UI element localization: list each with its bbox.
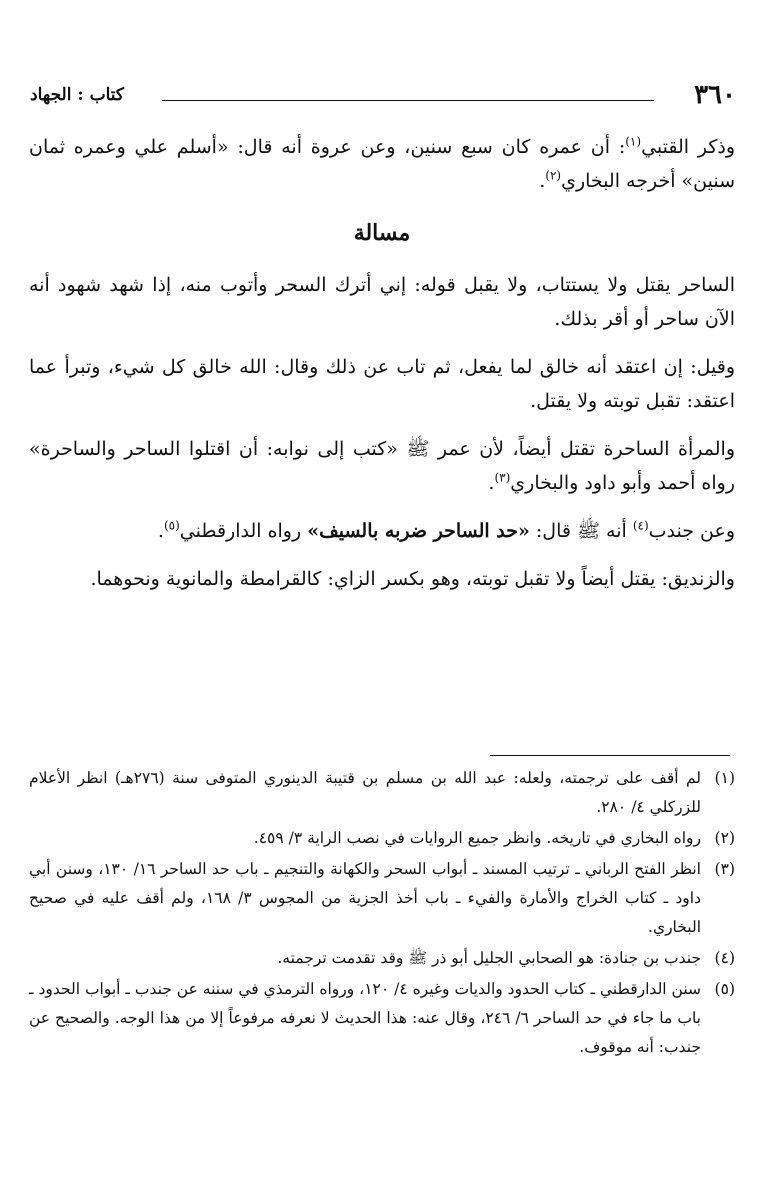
footnote [29,975,735,1062]
section-heading: مسالة [353,220,411,246]
text-span: رواه الدارقطني [179,520,308,542]
page-header [30,78,736,112]
footnotes [29,764,735,1064]
text-span: والمرأة الساحرة تقتل أيضاً، لأن عمر ﷺ «كتب إلى نوابه: أن اقتلوا الساحر والساحرة» رواه أحمد وأبو داود والبخاري [29,438,735,494]
text-span: أنه ﷺ قال: [529,520,633,542]
footnote-ref: (١) [625,134,642,149]
text-span: . [488,472,495,494]
header-rule [162,100,654,101]
paragraph [29,432,735,500]
footnote-text: لم أقف على ترجمته، ولعله: عبد الله بن مسلم بن قتيبة الدينوري المتوفى سنة (٢٧٦هـ) انظر الأعلام للزركلي ٤/ ٢٨٠. [29,769,701,816]
footnote-ref: (٥) [163,518,180,533]
footnote-text: سنن الدارقطني ـ كتاب الحدود والديات وغيره ٤/ ١٢٠، ورواه الترمذي في سننه عن جندب ـ أبواب الحدود ـ باب ما جاء في حد الساحر ٦/ ٢٤٦، وقال عنه: هذا الحديث لا نعرفه مرفوعاً إلا من هذا الوجه. والصحيح عن جندب: أنه موقوف. [29,980,701,1056]
footnote [29,764,735,822]
footnote-ref: (٢) [545,168,562,183]
footnote-text: جندب بن جنادة: هو الصحابي الجليل أبو ذر ﷺ وقد تقدمت ترجمته. [277,949,701,967]
text-span: . [539,170,546,192]
paragraph [29,514,735,548]
paragraph [29,130,735,198]
text-span: وعن جندب [648,520,735,542]
paragraph: والزنديق: يقتل أيضاً ولا تقبل توبته، وهو بكسر الزاي: كالقرامطة والمانوية ونحوهما. [90,568,735,590]
footnote-number: (٣) [714,860,735,878]
footnote-number: (٤) [714,949,735,967]
paragraph: الساحر يقتل ولا يستتاب، ولا يقبل قوله: إني أترك السحر وأتوب منه، إذا شهد شهود أنه الآن ساحر أو أقر بذلك. [29,274,735,330]
running-title: كتاب : الجهاد [30,85,124,105]
footnote-text: انظر الفتح الرباني ـ ترتيب المسند ـ أبواب السحر والكهانة والتنجيم ـ باب حد الساحر ١٦/ ١٣٠، وسنن أبي داود ـ كتاب الخراج والأمارة والفيء ـ باب أخذ الجزية من المجوس ٣/ ١٦٨، ولم أقف عليه في صحيح البخاري. [29,860,701,936]
text-span: : أن عمره كان سبع سنين، وعن عروة أنه قال: «أسلم علي وعمره ثمان سنين» أخرجه البخاري [29,136,735,192]
footnote [29,824,735,853]
paragraph: وقيل: إن اعتقد أنه خالق لما يفعل، ثم تاب عن ذلك وقال: الله خالق كل شيء، وتبرأ عما اعتقد: تقبل توبته ولا يقتل. [29,356,735,412]
footnote-ref: (٣) [494,470,511,485]
page-number: ٣٦٠ [694,80,736,110]
footnote-ref: (٤) [632,518,649,533]
footnote-number: (٥) [714,980,735,998]
footnote-text: رواه البخاري في تاريخه. وانظر جميع الروايات في نصب الراية ٣/ ٤٥٩. [253,829,701,847]
footnote [29,944,735,973]
main-text [29,130,735,610]
footnote-separator [490,755,730,756]
footnote-number: (١) [714,769,735,787]
hadith-quote: «حد الساحر ضربه بالسيف» [307,520,530,542]
footnote [29,855,735,942]
footnote-number: (٢) [714,829,735,847]
text-span: . [157,520,164,542]
text-span: وذكر القتبي [641,136,736,158]
